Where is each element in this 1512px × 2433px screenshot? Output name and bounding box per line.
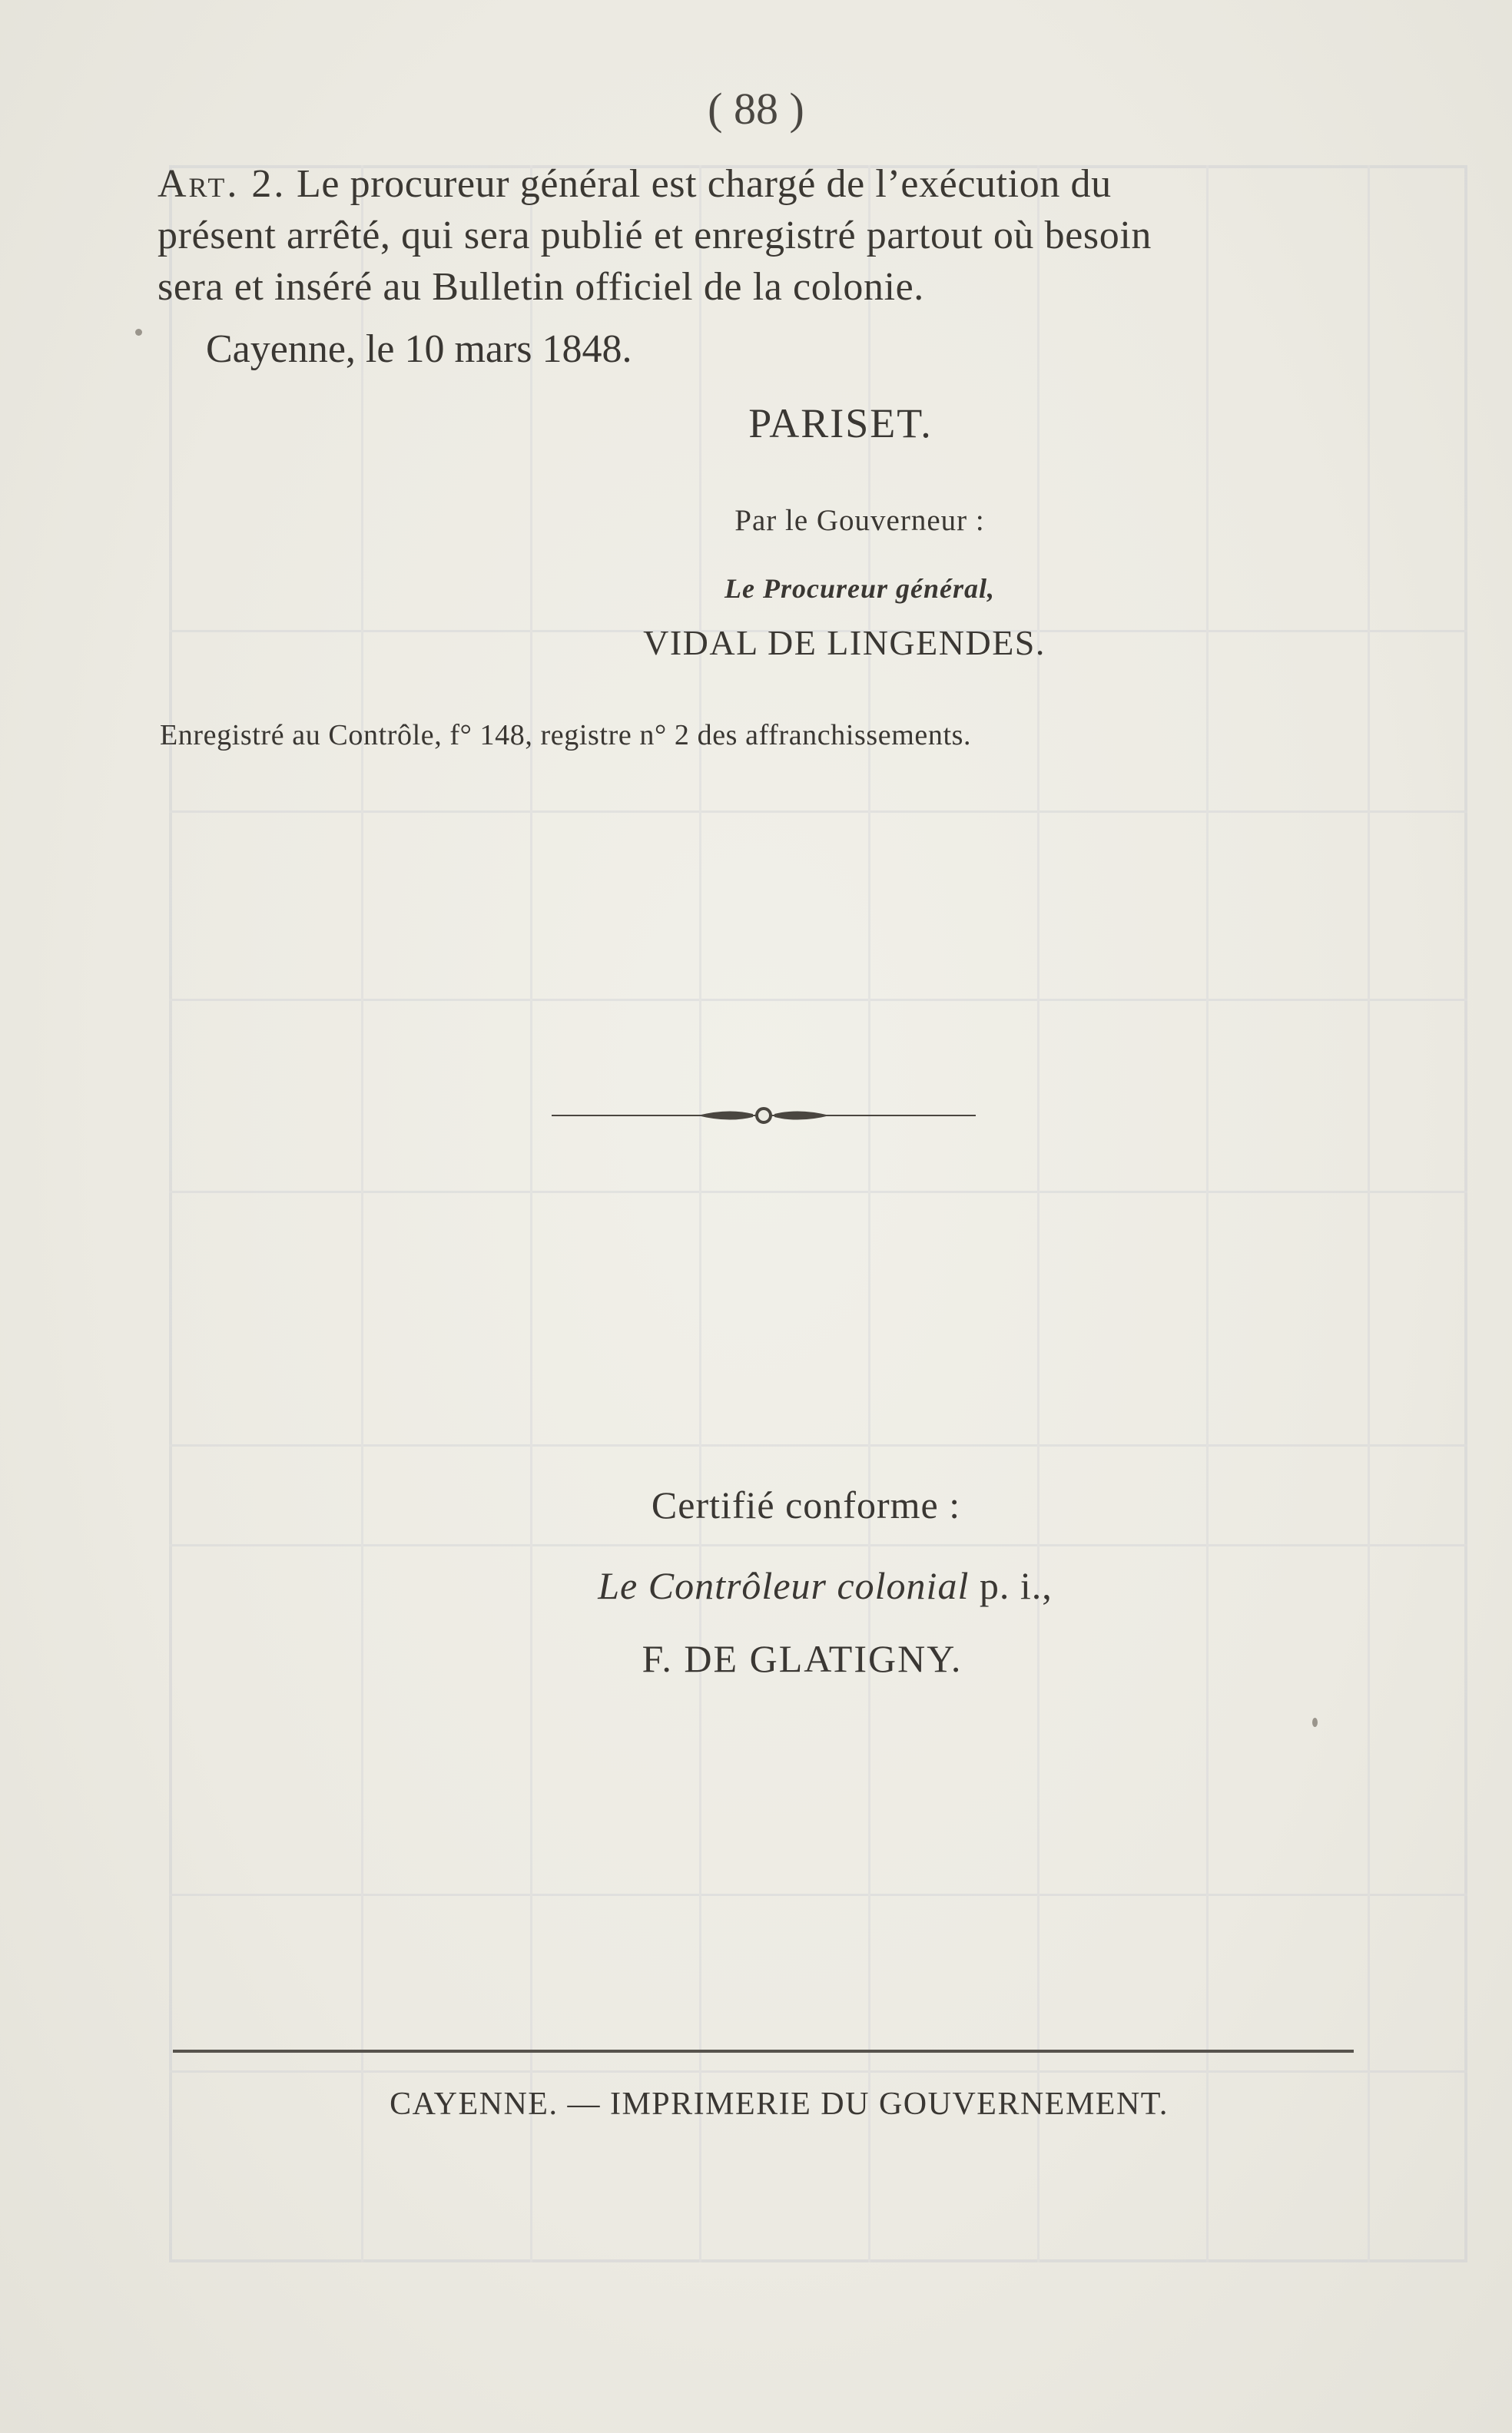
show-through-table — [169, 165, 1467, 2262]
ornament-divider-icon — [552, 1099, 976, 1129]
page-number: ( 88 ) — [708, 84, 804, 134]
procureur-name: VIDAL DE LINGENDES. — [643, 623, 1046, 662]
show-through-rule — [1037, 165, 1040, 2262]
procureur-title: Le Procureur général, — [724, 573, 995, 604]
show-through-rule — [699, 165, 701, 2262]
show-through-rule — [169, 1191, 1467, 1193]
registration-note: Enregistré au Contrôle, f° 148, registre n° 2 des affranchissements. — [160, 719, 972, 751]
article-line-1-text: Le procureur général est chargé de l’exécution du — [286, 162, 1112, 206]
printer-imprint: CAYENNE. — IMPRIMERIE DU GOUVERNEMENT. — [390, 2087, 1169, 2122]
article-label: Art. 2. — [158, 162, 287, 206]
controller-name: F. DE GLATIGNY. — [642, 1637, 963, 1680]
show-through-rule — [1206, 165, 1209, 2262]
article-line-2: présent arrêté, qui sera publié et enregistré partout où besoin — [158, 214, 1152, 257]
controller-suffix: p. i., — [969, 1564, 1053, 1607]
show-through-rule — [169, 999, 1467, 1001]
controller-title-line — [0, 1563, 1512, 1608]
paper-speck — [1312, 1718, 1318, 1727]
show-through-rule — [361, 165, 363, 2262]
show-through-rule — [169, 1894, 1467, 1896]
paper-speck — [135, 329, 142, 336]
controller-title: Le Contrôleur colonial — [598, 1564, 970, 1607]
show-through-rule — [868, 165, 870, 2262]
show-through-rule — [169, 1544, 1467, 1546]
date-line: Cayenne, le 10 mars 1848. — [206, 327, 632, 371]
certification-heading: Certifié conforme : — [651, 1483, 961, 1526]
show-through-rule — [169, 810, 1467, 813]
show-through-rule — [169, 1444, 1467, 1447]
footer-rule — [173, 2050, 1354, 2053]
show-through-rule — [1368, 165, 1370, 2262]
article-line-1 — [158, 161, 1112, 207]
show-through-rule — [169, 2070, 1467, 2073]
par-le-gouverneur: Par le Gouverneur : — [734, 504, 985, 537]
governor-signature: PARISET. — [748, 400, 933, 446]
show-through-rule — [530, 165, 532, 2262]
article-line-3: sera et inséré au Bulletin officiel de la colonie. — [158, 265, 924, 309]
show-through-frame — [169, 165, 1467, 2262]
